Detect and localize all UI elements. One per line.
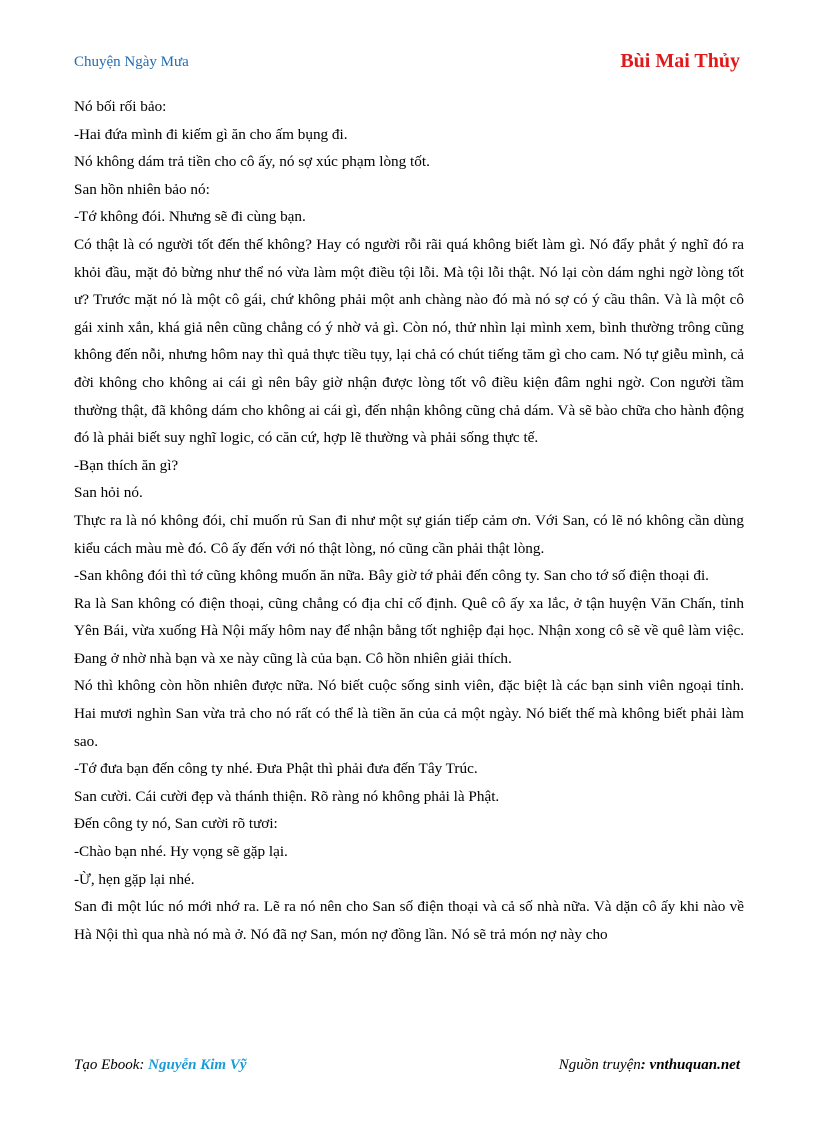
paragraph: -San không đói thì tớ cũng không muốn ăn nữa. Bây giờ tớ phải đến công ty. San cho tớ số điện thoại đi. [74,567,709,585]
paragraph: Ra là San không có điện thoại, cũng chẳng có địa chỉ cố định. Quê cô ấy xa lắc, ở tận huyện Văn Chấn, tỉnh Yên Bái, vừa xuống Hà Nội mấy hôm nay để nhận bằng tốt nghiệp đại học. Nhận xong cô sẽ về quê làm việc. Đang ở nhờ nhà bạn và xe này cũng là của bạn. Cô hồn nhiên giải thích. [74,594,744,667]
paragraph: -Chào bạn nhé. Hy vọng sẽ gặp lại. [74,843,288,861]
paragraph: Nó thì không còn hồn nhiên được nữa. Nó biết cuộc sống sinh viên, đặc biệt là các bạn sinh viên ngoại tỉnh. Hai mươi nghìn San vừa trả cho nó rất có thể là tiền ăn của cả một ngày. Nó biết thế mà không biết phải làm sao. [74,677,744,750]
paragraph: Có thật là có người tốt đến thế không? Hay có người rỗi rãi quá không biết làm gì. Nó đẩy phắt ý nghĩ đó ra khỏi đầu, mặt đỏ bừng như thể nó vừa làm một điều tội lỗi. Mà tội lỗi thật. Nó lại còn dám nghi ngờ lòng tốt ư? Trước mặt nó là một cô gái, chứ không phải một anh chàng nào đó mà nó sợ có ý cầu thân. Và là một cô gái xinh xắn, khá giả nên cũng chẳng có ý nhờ vả gì. Còn nó, thử nhìn lại mình xem, bình thường trông cũng không đến nỗi, nhưng hôm nay thì quả thực tiều tụy, lại chả có chút tiếng tăm gì cho cam. Nó tự giễu mình, cả đời không cho không ai cái gì nên bây giờ nhận được lòng tốt vô điều kiện đâm nghi ngờ. Con người tầm thường thật, đã không dám cho không ai cái gì, đến nhận không cũng chả dám. Và sẽ bào chữa cho hành động đó là phải biết suy nghĩ logic, có căn cứ, hợp lẽ thường và phải sống thực tế. [74,235,744,447]
paragraph: San đi một lúc nó mới nhớ ra. Lẽ ra nó nên cho San số điện thoại và cả số nhà nữa. Và dặn cô ấy khi nào về Hà Nội thì qua nhà nó mà ở. Nó đã nợ San, món nợ đồng lần. Nó sẽ trả món nợ này cho [74,898,744,943]
header-author: Bùi Mai Thủy [620,50,740,72]
footer-ebook-label: Tạo Ebook [74,1057,140,1073]
header-title: Chuyện Ngày Mưa [74,54,189,70]
paragraph: Thực ra là nó không đói, chỉ muốn rủ San đi như một sự gián tiếp cảm ơn. Với San, có lẽ nó không cần dùng kiểu cách màu mè đó. Cô ấy đến với nó thật lòng, nó cũng cần phải thật lòng. [74,511,744,557]
footer-source-credit: Nguồn truyện: vnthuquan.net [558,1057,740,1073]
paragraph: San hỏi nó. [74,484,143,502]
paragraph: -Ừ, hẹn gặp lại nhé. [74,870,195,888]
paragraph: San hồn nhiên bảo nó: [74,180,210,198]
paragraph: -Bạn thích ăn gì? [74,456,179,474]
paragraph: -Tớ không đói. Nhưng sẽ đi cùng bạn. [74,208,306,226]
paragraph: Nó không dám trả tiền cho cô ấy, nó sợ xúc phạm lòng tốt. [74,153,430,171]
paragraph: Nó bối rối bảo: [74,98,167,115]
footer-source-site: vnthuquan.net [649,1057,740,1073]
story-body [74,93,744,948]
footer-ebook-author: Nguyễn Kim Vỹ [148,1057,247,1073]
paragraph: -Hai đứa mình đi kiếm gì ăn cho ấm bụng đi. [74,125,348,143]
paragraph: San cười. Cái cười đẹp và thánh thiện. Rõ ràng nó không phải là Phật. [74,787,500,805]
footer-ebook-credit: Tạo Ebook: Nguyễn Kim Vỹ [74,1057,247,1073]
footer-source-label: Nguồn truyện [558,1057,641,1073]
paragraph: -Tớ đưa bạn đến công ty nhé. Đưa Phật thì phải đưa đến Tây Trúc. [74,760,478,778]
paragraph: Đến công ty nó, San cười rõ tươi: [74,815,278,833]
